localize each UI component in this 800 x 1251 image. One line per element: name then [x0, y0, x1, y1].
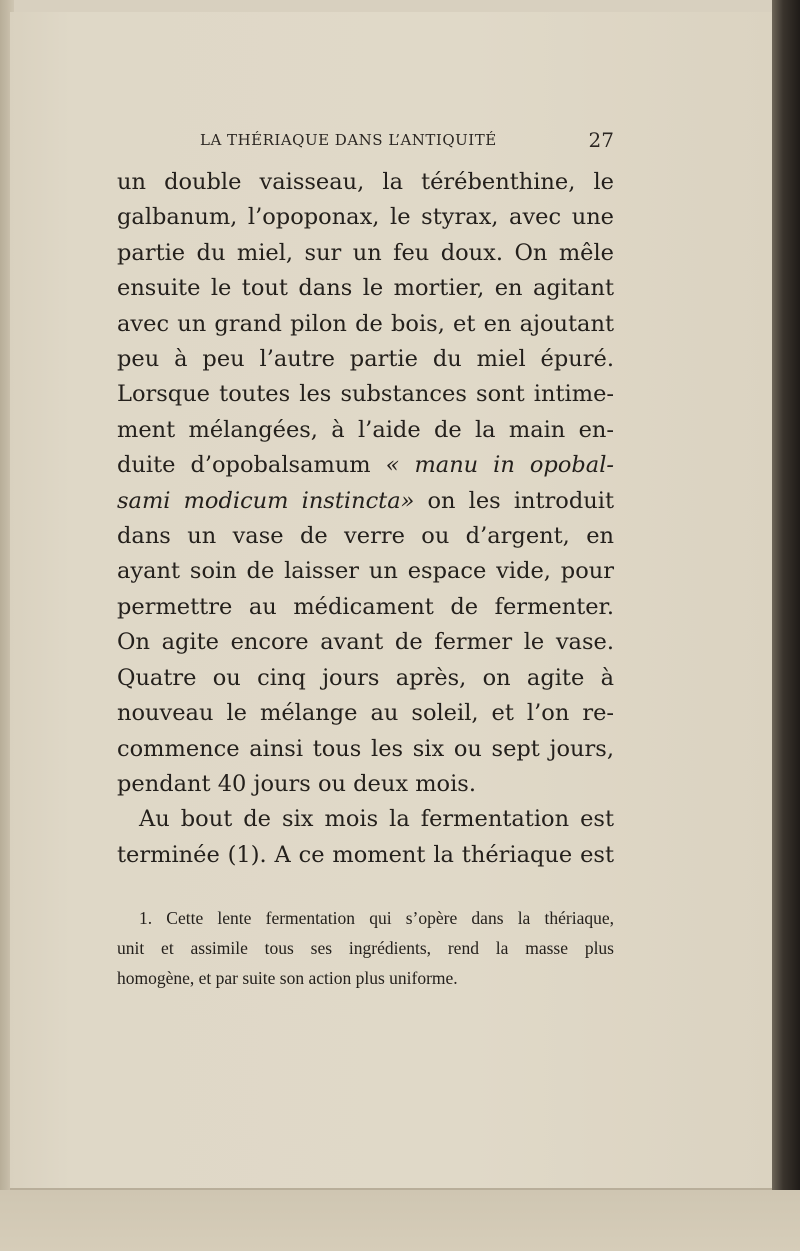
text-line: terminée (1). A ce moment la thériaque est [117, 841, 614, 868]
footnote-line: homogène, et par suite son action plus uniforme. [117, 968, 458, 988]
running-title: LA THÉRIAQUE DANS L’ANTIQUITÉ [200, 131, 497, 149]
footnote [117, 903, 614, 993]
text-line: Lorsque toutes les substances sont intime- [117, 381, 614, 408]
text-line: galbanum, l’opoponax, le styrax, avec une [117, 204, 614, 231]
text-line: nouveau le mélange au soleil, et l’on re- [117, 700, 614, 727]
text-line: permettre au médicament de fermenter. [117, 593, 614, 620]
paragraph-start-line: Au bout de six mois la fermentation est [139, 806, 614, 833]
text-segment: duite d’opobalsamum [117, 452, 371, 479]
text-line-with-quote [117, 448, 614, 483]
lower-page-edge [0, 1190, 800, 1251]
footnote-line: 1. Cette lente fermentation qui s’opère dans la thériaque, [139, 908, 614, 928]
text-line: avec un grand pilon de bois, et en ajoutant [117, 310, 614, 337]
latin-quote-segment: « manu in opobal- [385, 452, 614, 479]
text-line: Quatre ou cinq jours après, on agite à [117, 664, 614, 691]
main-text [117, 165, 614, 873]
running-header [118, 128, 618, 158]
text-line-with-quote [117, 484, 614, 519]
text-segment: on les introduit [414, 487, 614, 514]
footnote-line: unit et assimile tous ses ingrédients, rend la masse plus [117, 938, 614, 958]
text-line: commence ainsi tous les six ou sept jours, [117, 735, 614, 762]
latin-quote-segment: sami modicum instincta» [117, 487, 415, 514]
text-line: peu à peu l’autre partie du miel épuré. [117, 346, 614, 373]
text-line: ayant soin de laisser un espace vide, pour [117, 558, 614, 585]
text-line: partie du miel, sur un feu doux. On mêle [117, 239, 614, 266]
text-line: On agite encore avant de fermer le vase. [117, 629, 614, 656]
text-line: ensuite le tout dans le mortier, en agitant [117, 275, 614, 302]
text-line: ment mélangées, à l’aide de la main en- [117, 416, 614, 443]
page-edge-shadow [772, 0, 800, 1251]
page-number: 27 [588, 128, 614, 152]
text-line: un double vaisseau, la térébenthine, le [117, 169, 614, 195]
text-line: pendant 40 jours ou deux mois. [117, 770, 476, 797]
text-line: dans un vase de verre ou d’argent, en [117, 523, 614, 550]
